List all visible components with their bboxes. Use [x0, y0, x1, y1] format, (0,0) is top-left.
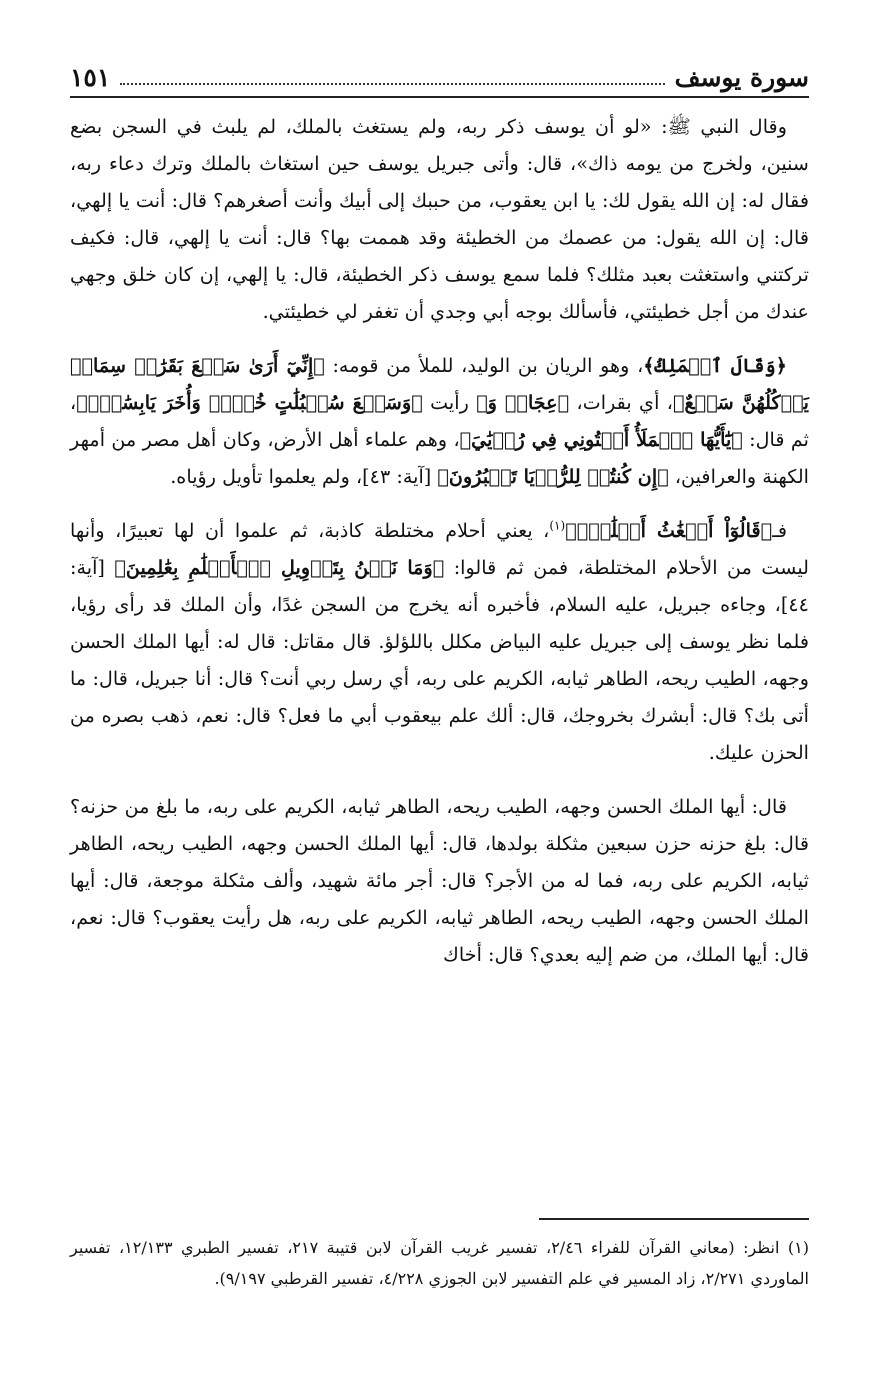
- text-segment: رأيت: [422, 391, 477, 414]
- quran-quote: ﴿وَقَالَ ٱلۡمَلِكُ﴾: [643, 354, 787, 377]
- paragraph: [70, 347, 809, 495]
- quran-quote: ﴿وَسَبۡعَ سُنۢبُلَٰتٍ خُضۡرٖ وَأُخَرَ يَابِسَٰتٖۖ﴾: [76, 391, 423, 414]
- text-segment: [آية: ٤٣]، ولم يعلموا تأويل رؤياه.: [170, 465, 438, 488]
- quran-quote: ﴿عِجَافٞ وَ﴾: [476, 391, 570, 414]
- quran-quote: ﴿إِن كُنتُمۡ لِلرُّءۡيَا تَعۡبُرُونَ﴾: [437, 465, 669, 488]
- header-dotted-leader: [120, 69, 664, 85]
- quran-quote: ﴿وَمَا نَحۡنُ بِتَأۡوِيلِ ٱلۡأَحۡلَٰمِ بِعَٰلِمِينَ﴾: [114, 556, 445, 579]
- footnote: (١) انظر: (معاني القرآن للفراء ٢/٤٦، تفسير غريب القرآن لابن قتيبة ٢١٧، تفسير الطبري ١٢/١٣٣، تفسير الماوردي ٢/٢٧١، زاد المسير في علم التفسير لابن الجوزي ٤/٢٢٨، تفسير القرطبي ٩/١٩٧).: [70, 1238, 810, 1288]
- page-header: [70, 58, 809, 98]
- footnote-marker: (١): [549, 518, 566, 533]
- quran-quote: ﴿إِنِّيٓ أَرَىٰ سَبۡعَ بَقَرَٰتٖ سِمَانٖ يَأۡكُلُهُنَّ سَبۡعٌ﴾: [70, 354, 810, 414]
- text-segment: [آية: ٤٤]، وجاءه جبريل، عليه السلام، فأخبره أنه يخرج من السجن غدًا، وأن الملك قد رأى رؤيا، فلما نظر يوسف إلى جبريل عليه البياض مكلل باللؤلؤ. قال مقاتل: قال له: أيها الملك الحسن وجهه، الطيب ريحه، الطاهر ثيابه، الكريم على ربه، أي رسل ربي أنت؟ قال: أنا جبريل، قال: ما أتى بك؟ قال: أبشرك بخروجك، قال: ألك علم بيعقوب أبي ما فعل؟ قال: نعم، ذهب بصره من الحزن عليك.: [70, 556, 809, 764]
- paragraph: [70, 788, 809, 973]
- text-segment: ، وهو الريان بن الوليد، للملأ من قومه:: [324, 354, 644, 377]
- paragraph: [70, 108, 809, 330]
- quran-quote: ﴿قَالُوٓاْ أَضۡغَٰثُ أَحۡلَٰمٖۖ﴾: [565, 519, 773, 542]
- text-segment: وقال النبي ﷺ: «لو أن يوسف ذكر ربه، ولم يستغث بالملك، لم يلبث في السجن بضع سنين، ولخرج من يومه ذاك»، قال: وأتى جبريل يوسف حين استغاث بالملك وترك دعاء ربه، فقال له: إن الله يقول لك: يا ابن يعقوب، من حببك إلى أبيك وأنت أصغرهم؟ قال: أنت يا إلهي، قال: إن الله يقول: من عصمك من الخطيئة وقد هممت بها؟ قال: أنت يا إلهي، قال: فكيف تركتني واستغثت بعبد مثلك؟ فلما سمع يوسف ذكر الخطيئة، قال: يا إلهي، إن كان خلق وجهي عندك من أجل خطيئتي، فأسألك بوجه أبي وجدي أن تغفر لي خطيئتي.: [70, 115, 809, 323]
- text-segment: ، أي بقرات،: [569, 391, 673, 414]
- text-segment: قال: أيها الملك الحسن وجهه، الطيب ريحه، الطاهر ثيابه، الكريم على ربه، ما بلغ من حزنه؟ قال: بلغ حزنه حزن سبعين مثكلة بولدها، قال: أيها الملك الحسن وجهه، الطيب ريحه، الطاهر ثيابه، الكريم على ربه، فما له من الأجر؟ قال: أجر مائة شهيد، وألف مثكلة موجعة، قال: أيها الملك الحسن وجهه، الطيب ريحه، الطاهر ثيابه، الكريم على ربه، هل رأيت يعقوب؟ قال: نعم، قال: أيها الملك، من ضم إليه بعدي؟ قال: أخاك: [70, 795, 809, 966]
- footnote-separator: [539, 1218, 809, 1220]
- text-segment: ، وهم علماء أهل الأرض، وكان أهل مصر من أمهر الكهنة والعرافين،: [70, 428, 809, 488]
- paragraph: [70, 512, 809, 771]
- surah-title: سورة يوسف: [674, 62, 809, 92]
- page-number: ١٥١: [70, 62, 111, 92]
- text-segment: ، يعني أحلام مختلطة كاذبة، ثم علموا أن لها تعبيرًا، وأنها ليست من الأحلام المختلطة، فمن ثم قالوا:: [70, 519, 809, 579]
- text-segment: ، ثم قال:: [70, 391, 809, 451]
- text-segment: فـ: [772, 519, 787, 542]
- main-text: [70, 108, 809, 990]
- quran-quote: ﴿يَٰٓأَيُّهَا ٱلۡمَلَأُ أَفۡتُونِي فِي رُءۡيَٰيَ﴾: [459, 428, 743, 451]
